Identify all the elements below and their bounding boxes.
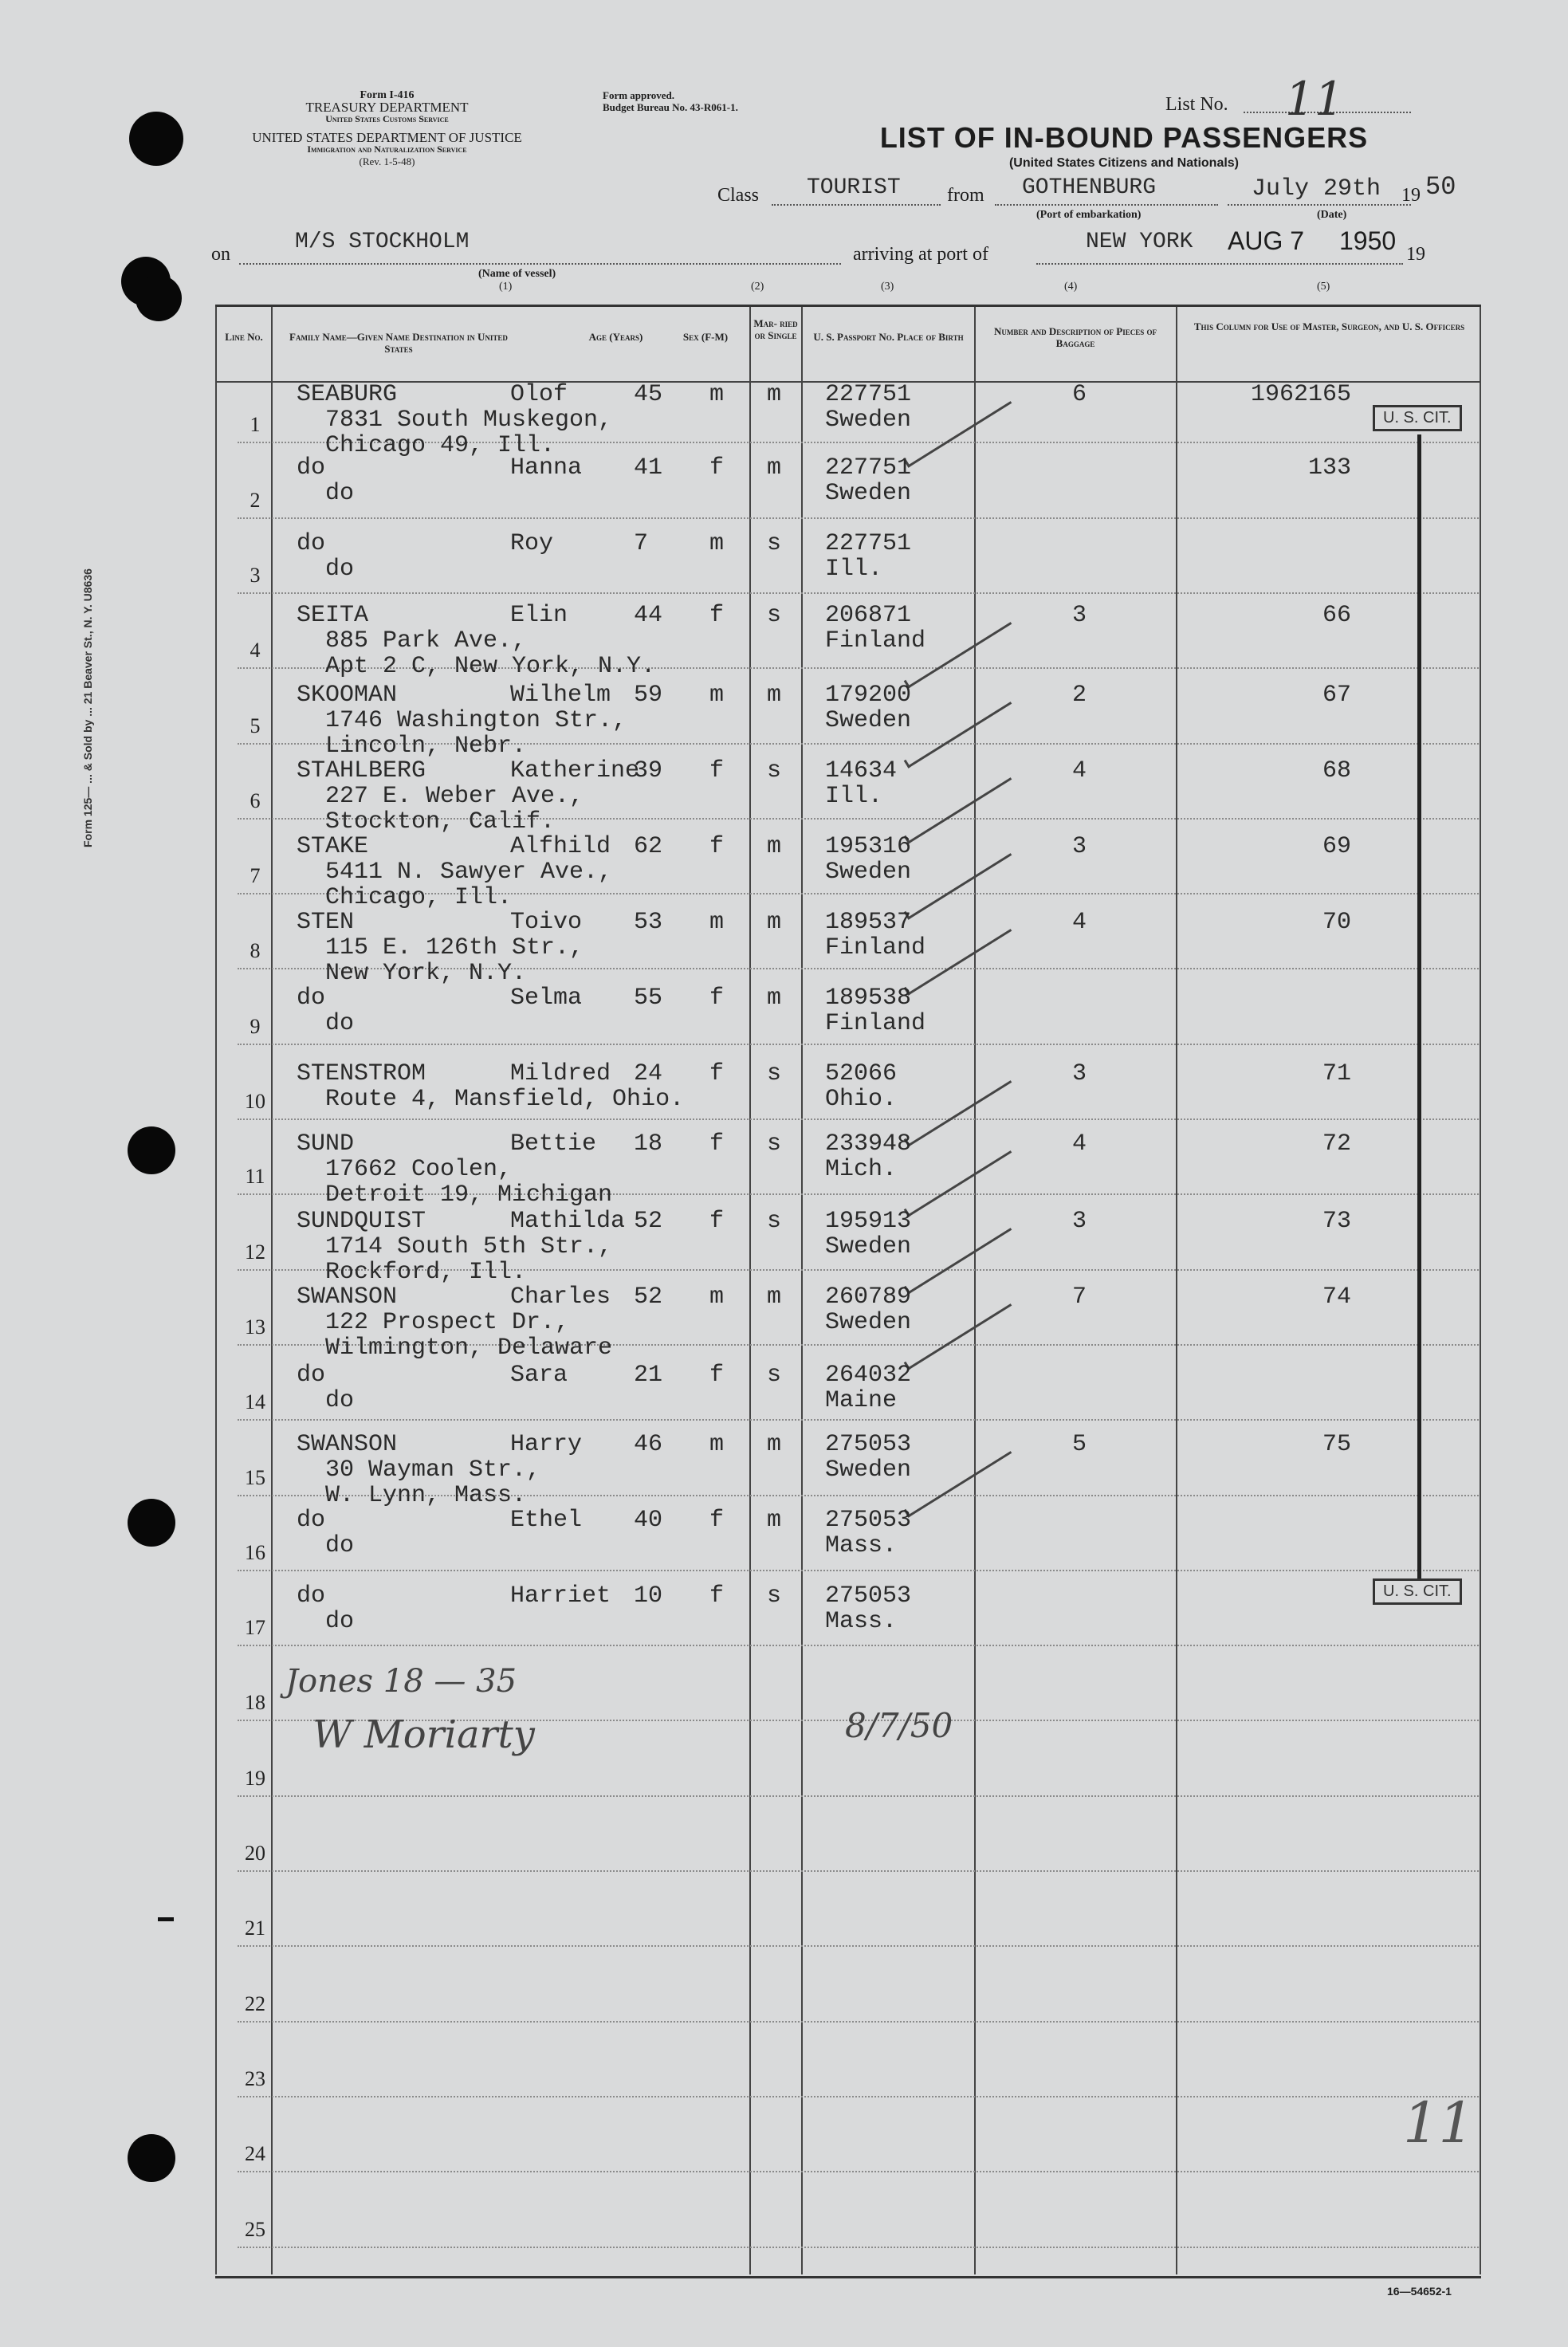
- hdr-name: Family Name—Given Name Destination in United States: [289, 331, 508, 355]
- place-of-birth: Maine: [825, 1387, 898, 1414]
- destination-address: Wilmington, Delaware: [325, 1335, 613, 1362]
- row-rule: [238, 2096, 1479, 2097]
- class-label: Class: [717, 185, 760, 206]
- officer-number: 75: [1322, 1431, 1351, 1458]
- arrival-port: NEW YORK: [1086, 230, 1193, 254]
- line-number: 13: [245, 1315, 265, 1339]
- list-no-label: List No.: [1165, 94, 1228, 115]
- date-caption: (Date): [1317, 209, 1347, 221]
- place-of-birth: Sweden: [825, 407, 912, 434]
- sex: f: [709, 454, 725, 482]
- passport-number: 227751: [825, 530, 912, 557]
- officer-number: 70: [1322, 909, 1351, 936]
- us-citizen-stamp: U. S. CIT.: [1373, 405, 1462, 431]
- line-number: 9: [250, 1014, 261, 1038]
- doj: UNITED STATES DEPARTMENT OF JUSTICE: [252, 130, 522, 145]
- officer-number: 66: [1322, 602, 1351, 629]
- age: 21: [634, 1362, 663, 1389]
- us-citizen-stamp: U. S. CIT.: [1373, 1578, 1462, 1605]
- marital-status: m: [767, 1284, 782, 1311]
- arriving-label: arriving at port of: [853, 244, 988, 265]
- place-of-birth: Sweden: [825, 480, 912, 507]
- family-name: STENSTROM: [297, 1060, 426, 1087]
- row-rule: [238, 1044, 1479, 1045]
- place-of-birth: Finland: [825, 627, 926, 655]
- date-year-prefix: 19: [1401, 185, 1421, 206]
- given-name: Elin: [510, 602, 568, 629]
- col-num-5: (5): [1317, 281, 1330, 293]
- family-name: SEABURG: [297, 381, 398, 408]
- binder-hole: [136, 275, 182, 321]
- given-name: Selma: [510, 985, 583, 1012]
- family-name: do: [297, 1582, 326, 1610]
- age: 10: [634, 1582, 663, 1610]
- line-number: 16: [245, 1540, 265, 1564]
- place-of-birth: Sweden: [825, 707, 912, 734]
- port-embarkation-caption: (Port of embarkation): [1036, 209, 1142, 221]
- passport-number: 189538: [825, 985, 912, 1012]
- destination-address: 5411 N. Sawyer Ave.,: [325, 859, 613, 886]
- arrival-date-stamp: AUG 7: [1228, 226, 1305, 255]
- sex: m: [709, 381, 725, 408]
- line-number: 15: [245, 1465, 265, 1489]
- family-name: SWANSON: [297, 1431, 398, 1458]
- col-divider: [1480, 307, 1481, 2274]
- family-name: SEITA: [297, 602, 369, 629]
- line-number: 21: [245, 1917, 265, 1940]
- marital-status: s: [767, 1208, 782, 1235]
- row-rule: [238, 517, 1479, 519]
- destination-address: 227 E. Weber Ave.,: [325, 783, 584, 810]
- place-of-birth: Mass.: [825, 1608, 898, 1635]
- age: 39: [634, 757, 663, 784]
- given-name: Alfhild: [510, 833, 611, 860]
- row-rule: [238, 1870, 1479, 1872]
- place-of-birth: Finland: [825, 934, 926, 961]
- col-divider: [1176, 307, 1177, 2274]
- sex: m: [709, 682, 725, 709]
- baggage-count: 3: [1072, 1060, 1087, 1087]
- col-divider: [749, 307, 751, 2274]
- destination-address: 17662 Coolen,: [325, 1156, 513, 1183]
- given-name: Olof: [510, 381, 568, 408]
- destination-address: Detroit 19, Michigan: [325, 1181, 613, 1209]
- given-name: Mildred: [510, 1060, 611, 1087]
- marital-status: m: [767, 381, 782, 408]
- age: 7: [634, 530, 649, 557]
- destination-address: 7831 South Muskegon,: [325, 407, 613, 434]
- place-of-birth: Ill.: [825, 556, 883, 583]
- marital-status: m: [767, 682, 782, 709]
- sex: f: [709, 833, 725, 860]
- form-number: Form I-416: [360, 89, 415, 101]
- age: 62: [634, 833, 663, 860]
- passport-number: 206871: [825, 602, 912, 629]
- approval-block: [603, 89, 738, 113]
- age: 46: [634, 1431, 663, 1458]
- from-value: GOTHENBURG: [1022, 175, 1157, 200]
- date-field: [1228, 204, 1411, 206]
- destination-address: 30 Wayman Str.,: [325, 1457, 541, 1484]
- given-name: Hanna: [510, 454, 583, 482]
- given-name: Harriet: [510, 1582, 611, 1610]
- marital-status: m: [767, 833, 782, 860]
- customs-service: United States Customs Service: [325, 113, 449, 124]
- col-num-1: (1): [499, 281, 513, 293]
- corner-mark: 11: [1403, 2090, 1475, 2156]
- officer-number: 72: [1322, 1130, 1351, 1158]
- hdr-baggage: Number and Description of Pieces of Baggage: [994, 325, 1157, 349]
- line-number: 11: [245, 1165, 265, 1189]
- page-title: LIST OF IN-BOUND PASSENGERS: [879, 121, 1369, 154]
- row-rule: [238, 592, 1479, 594]
- sex: f: [709, 985, 725, 1012]
- treasury-dept: TREASURY DEPARTMENT: [305, 100, 469, 115]
- line-number: 23: [245, 2066, 265, 2090]
- line-number: 20: [245, 1842, 265, 1865]
- passport-number: 189537: [825, 909, 912, 936]
- destination-address: 115 E. 126th Str.,: [325, 934, 584, 961]
- line-number: 10: [245, 1090, 265, 1113]
- revision: (Rev. 1-5-48): [359, 155, 415, 167]
- line-number: 14: [245, 1390, 265, 1414]
- place-of-birth: Ill.: [825, 783, 883, 810]
- col-num-3: (3): [881, 281, 894, 293]
- officer-number: 74: [1322, 1284, 1351, 1311]
- on-label: on: [211, 244, 230, 265]
- bracket-line: [1417, 434, 1421, 1578]
- form-approved: Form approved.: [603, 89, 675, 101]
- hdr-passport: U. S. Passport No. Place of Birth: [813, 331, 964, 343]
- row-rule: [238, 2021, 1479, 2023]
- marital-status: s: [767, 1362, 782, 1389]
- given-name: Bettie: [510, 1130, 597, 1158]
- passport-number: 14634: [825, 757, 898, 784]
- family-name: do: [297, 1362, 326, 1389]
- officer-number: 68: [1322, 757, 1351, 784]
- row-rule: [238, 2247, 1479, 2248]
- row-rule: [238, 1645, 1479, 1646]
- age: 41: [634, 454, 663, 482]
- hdr-line-no: Line No.: [225, 331, 263, 343]
- arrival-year-stamp: 1950: [1339, 226, 1397, 255]
- destination-address: Lincoln, Nebr.: [325, 733, 527, 760]
- from-label: from: [947, 185, 984, 206]
- marital-status: s: [767, 757, 782, 784]
- sex: m: [709, 530, 725, 557]
- hdr-age: Age (Years): [588, 331, 643, 343]
- list-no-value: 11: [1285, 72, 1344, 126]
- marital-status: m: [767, 1507, 782, 1534]
- binder-hole: [128, 2134, 175, 2182]
- family-name: do: [297, 985, 326, 1012]
- age: 44: [634, 602, 663, 629]
- sex: f: [709, 1507, 725, 1534]
- sex: m: [709, 909, 725, 936]
- destination-address: Rockford, Ill.: [325, 1259, 527, 1286]
- baggage-count: 6: [1072, 381, 1087, 408]
- passport-number: 275053: [825, 1507, 912, 1534]
- destination-address: do: [325, 480, 355, 507]
- destination-address: Route 4, Mansfield, Ohio.: [325, 1086, 685, 1113]
- binder-hole: [128, 1499, 175, 1547]
- baggage-count: 3: [1072, 833, 1087, 860]
- passport-number: 227751: [825, 381, 912, 408]
- line-number: 3: [250, 563, 261, 587]
- arrival-field: [1036, 263, 1403, 265]
- budget-bureau: Budget Bureau No. 43-R061-1.: [603, 101, 738, 113]
- sex: f: [709, 1060, 725, 1087]
- place-of-birth: Finland: [825, 1010, 926, 1037]
- passport-number: 227751: [825, 454, 912, 482]
- footer-code: 16—54652-1: [1387, 2285, 1452, 2298]
- line-number: 4: [250, 639, 261, 662]
- family-name: SWANSON: [297, 1284, 398, 1311]
- passport-number: 195913: [825, 1208, 912, 1235]
- age: 45: [634, 381, 663, 408]
- line-number: 5: [250, 714, 261, 737]
- place-of-birth: Mass.: [825, 1532, 898, 1559]
- place-of-birth: Sweden: [825, 859, 912, 886]
- col-divider: [801, 307, 803, 2274]
- line-number: 8: [250, 939, 261, 963]
- hdr-sex: Sex (F-M): [682, 331, 729, 343]
- handwritten-note: Jones 18 — 35: [285, 1663, 517, 1700]
- age: 59: [634, 682, 663, 709]
- row-rule: [238, 1118, 1479, 1120]
- family-name: STAHLBERG: [297, 757, 426, 784]
- hdr-married: Mar- ried or Single: [753, 317, 798, 341]
- given-name: Sara: [510, 1362, 568, 1389]
- destination-address: do: [325, 1532, 355, 1559]
- destination-address: 885 Park Ave.,: [325, 627, 527, 655]
- baggage-count: 4: [1072, 757, 1087, 784]
- age: 55: [634, 985, 663, 1012]
- officer-number: 69: [1322, 833, 1351, 860]
- marital-status: m: [767, 1431, 782, 1458]
- passport-number: 264032: [825, 1362, 912, 1389]
- marital-status: m: [767, 454, 782, 482]
- sex: f: [709, 757, 725, 784]
- sex: f: [709, 1362, 725, 1389]
- destination-address: do: [325, 1608, 355, 1635]
- baggage-count: 7: [1072, 1284, 1087, 1311]
- baggage-count: 3: [1072, 1208, 1087, 1235]
- given-name: Roy: [510, 530, 554, 557]
- sex: m: [709, 1431, 725, 1458]
- line-number: 18: [245, 1691, 265, 1715]
- line-number: 12: [245, 1240, 265, 1264]
- marital-status: m: [767, 909, 782, 936]
- passport-number: 233948: [825, 1130, 912, 1158]
- sex: f: [709, 1130, 725, 1158]
- destination-address: 122 Prospect Dr.,: [325, 1309, 570, 1336]
- signature-date: 8/7/50: [845, 1706, 953, 1745]
- destination-address: Stockton, Calif.: [325, 808, 556, 835]
- family-name: SKOOMAN: [297, 682, 398, 709]
- age: 53: [634, 909, 663, 936]
- family-name: STAKE: [297, 833, 369, 860]
- given-name: Ethel: [510, 1507, 583, 1534]
- officer-signature: W Moriarty: [312, 1712, 535, 1757]
- baggage-count: 4: [1072, 909, 1087, 936]
- col-num-4: (4): [1064, 281, 1078, 293]
- sex: f: [709, 1208, 725, 1235]
- page-subtitle: (United States Citizens and Nationals): [1008, 156, 1240, 170]
- marital-status: m: [767, 985, 782, 1012]
- officer-number: 133: [1307, 454, 1351, 482]
- vessel-caption: (Name of vessel): [478, 268, 556, 280]
- line-number: 17: [245, 1616, 265, 1640]
- row-rule: [238, 2171, 1479, 2172]
- line-number: 22: [245, 1991, 265, 2015]
- passport-number: 275053: [825, 1582, 912, 1610]
- arrival-year-prefix: 19: [1406, 244, 1425, 265]
- col-divider: [271, 307, 273, 2274]
- hdr-officers: This Column for Use of Master, Surgeon, and U. S. Officers: [1193, 320, 1465, 332]
- destination-address: New York, N.Y.: [325, 960, 527, 987]
- baggage-count: 3: [1072, 602, 1087, 629]
- baggage-count: 5: [1072, 1431, 1087, 1458]
- sex: f: [709, 1582, 725, 1610]
- officer-number: 67: [1322, 682, 1351, 709]
- destination-address: 1746 Washington Str.,: [325, 707, 627, 734]
- age: 18: [634, 1130, 663, 1158]
- passport-number: 179200: [825, 682, 912, 709]
- family-name: do: [297, 530, 326, 557]
- place-of-birth: Sweden: [825, 1309, 912, 1336]
- destination-address: do: [325, 556, 355, 583]
- binder-hole: [128, 1126, 175, 1174]
- passport-number: 275053: [825, 1431, 912, 1458]
- row-rule: [238, 1945, 1479, 1947]
- col-divider: [215, 307, 217, 2274]
- given-name: Harry: [510, 1431, 583, 1458]
- line-number: 1: [250, 413, 261, 437]
- line-number: 19: [245, 1766, 265, 1790]
- row-rule: [238, 1419, 1479, 1421]
- sex: m: [709, 1284, 725, 1311]
- given-name: Charles: [510, 1284, 611, 1311]
- passport-number: 195316: [825, 833, 912, 860]
- place-of-birth: Ohio.: [825, 1086, 898, 1113]
- officer-number: 73: [1322, 1208, 1351, 1235]
- row-rule: [238, 1570, 1479, 1571]
- destination-address: do: [325, 1010, 355, 1037]
- marital-status: s: [767, 1582, 782, 1610]
- row-rule: [238, 1795, 1479, 1797]
- side-printer-text: Form 125— ... & Sold by ... 21 Beaver St., N. Y. U8636: [81, 568, 94, 847]
- vessel-name: M/S STOCKHOLM: [295, 230, 470, 254]
- class-field: [772, 204, 941, 206]
- destination-address: Chicago, Ill.: [325, 884, 513, 911]
- destination-address: 1714 South 5th Str.,: [325, 1233, 613, 1260]
- family-name: SUNDQUIST: [297, 1208, 426, 1235]
- binder-hole: [129, 112, 183, 166]
- age: 40: [634, 1507, 663, 1534]
- age: 24: [634, 1060, 663, 1087]
- date-year: 50: [1425, 172, 1456, 202]
- family-name: STEN: [297, 909, 355, 936]
- given-name: Wilhelm: [510, 682, 611, 709]
- col-num-2: (2): [751, 281, 764, 293]
- class-value: TOURIST: [807, 175, 901, 200]
- given-name: Toivo: [510, 909, 583, 936]
- line-number: 2: [250, 488, 261, 512]
- passport-number: 52066: [825, 1060, 898, 1087]
- marital-status: s: [767, 1130, 782, 1158]
- place-of-birth: Sweden: [825, 1457, 912, 1484]
- family-name: do: [297, 1507, 326, 1534]
- family-name: do: [297, 454, 326, 482]
- col-divider: [974, 307, 976, 2274]
- age: 52: [634, 1208, 663, 1235]
- edge-mark: [158, 1917, 174, 1921]
- baggage-count: 4: [1072, 1130, 1087, 1158]
- line-number: 6: [250, 788, 261, 812]
- given-name: Katherine: [510, 757, 640, 784]
- ins: Immigration and Naturalization Service: [307, 143, 467, 155]
- marital-status: s: [767, 530, 782, 557]
- marital-status: s: [767, 1060, 782, 1087]
- vessel-field: [239, 263, 841, 265]
- destination-address: Chicago 49, Ill.: [325, 432, 556, 459]
- place-of-birth: Sweden: [825, 1233, 912, 1260]
- baggage-count: 2: [1072, 682, 1087, 709]
- officer-number: 71: [1322, 1060, 1351, 1087]
- marital-status: s: [767, 602, 782, 629]
- from-field: [995, 204, 1218, 206]
- given-name: Mathilda: [510, 1208, 626, 1235]
- passport-number: 260789: [825, 1284, 912, 1311]
- destination-address: W. Lynn, Mass.: [325, 1482, 527, 1509]
- date-value: July 29th: [1252, 175, 1381, 202]
- place-of-birth: Mich.: [825, 1156, 898, 1183]
- sex: f: [709, 602, 725, 629]
- line-number: 25: [245, 2217, 265, 2241]
- line-number: 7: [250, 864, 261, 888]
- family-name: SUND: [297, 1130, 355, 1158]
- officer-number: 1962165: [1250, 381, 1351, 408]
- line-number: 24: [245, 2142, 265, 2166]
- destination-address: Apt 2 C, New York, N.Y.: [325, 653, 656, 680]
- form-authority-block: [206, 89, 568, 167]
- destination-address: do: [325, 1387, 355, 1414]
- age: 52: [634, 1284, 663, 1311]
